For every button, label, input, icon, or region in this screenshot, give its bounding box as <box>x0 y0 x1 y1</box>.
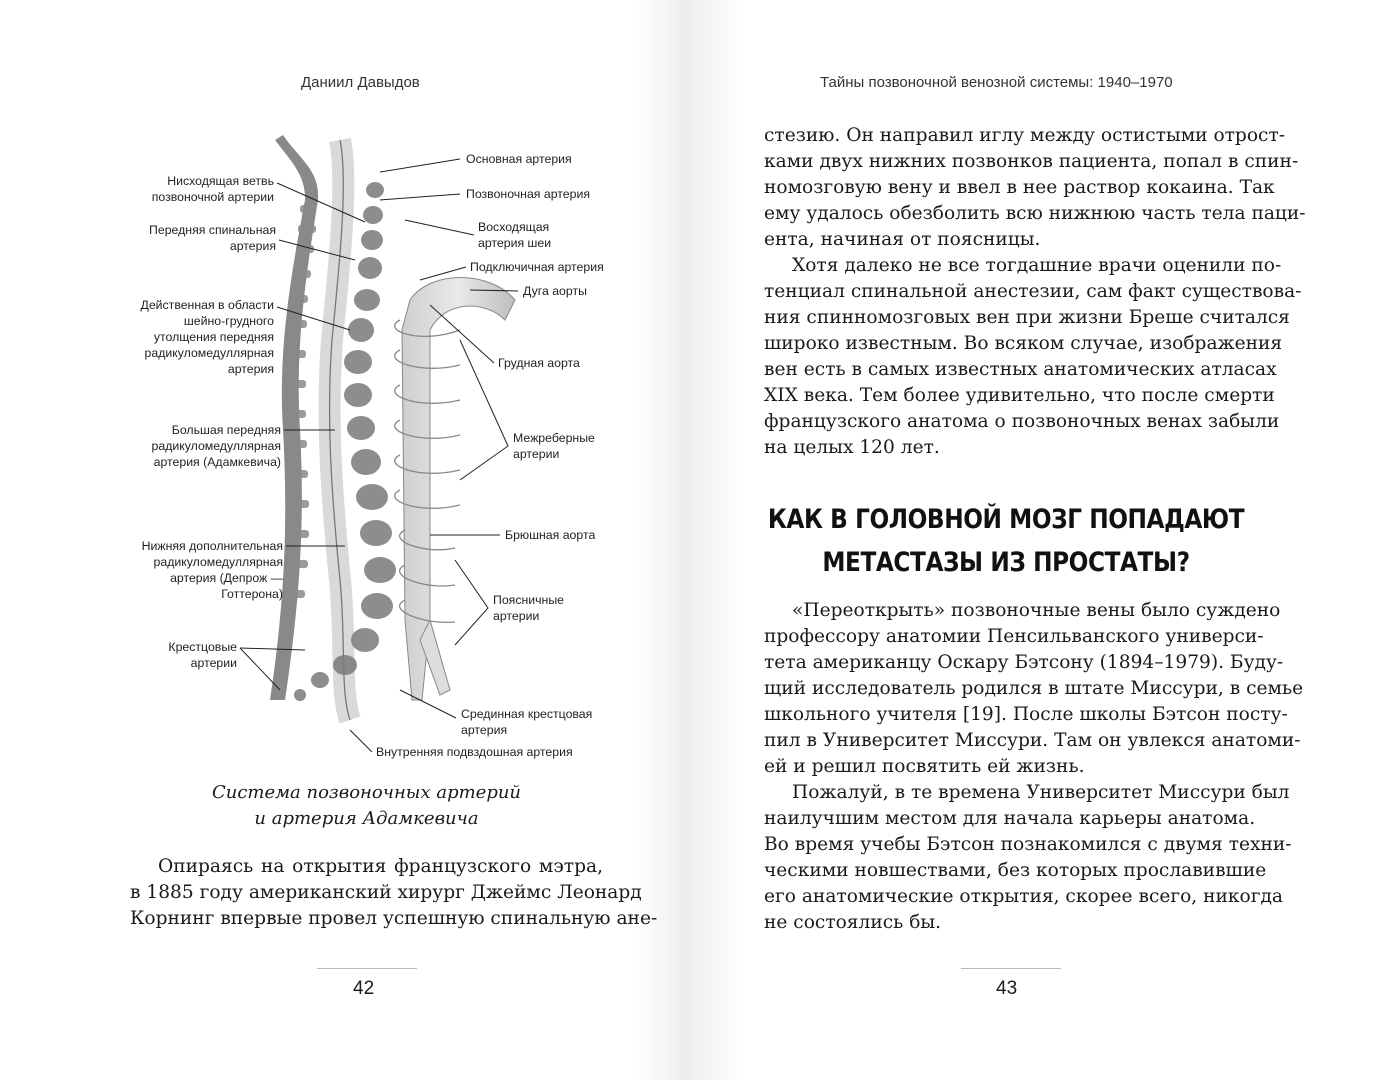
right-page <box>690 0 1382 1080</box>
text-line: пил в Университет Миссури. Там он увлекся анатоми- <box>764 730 1301 751</box>
label-median-sacral-artery: Срединная крестцовая артерия <box>461 707 593 737</box>
text-line: наилучшим местом для начала карьеры анатома. <box>764 808 1256 829</box>
text-line: французского анатома о позвоночных венах забыли <box>764 411 1280 432</box>
text-line: на целых 120 лет. <box>764 437 940 458</box>
text-line: Опираясь на открытия французского мэтра, <box>158 856 603 877</box>
text-line: Корнинг впервые провел успешную спинальную ане- <box>130 908 658 929</box>
text-line: ками двух нижних позвонков пациента, попал в спин- <box>764 151 1299 172</box>
label-thoracic-aorta: Грудная аорта <box>498 356 580 370</box>
text-line: стезию. Он направил иглу между остистыми отрост- <box>764 125 1286 146</box>
text-line: Пожалуй, в те времена Университет Миссури был <box>792 782 1290 803</box>
label-vertebral-artery: Позвоночная артерия <box>466 187 590 201</box>
text-line: вен есть в самых известных анатомических атласах <box>764 359 1277 380</box>
figure-caption-line: и артерия Адамкевича <box>254 808 479 829</box>
text-line: XIX века. Тем более удивительно, что после смерти <box>764 385 1275 406</box>
figure-caption-line: Система позвоночных артерий <box>211 782 522 803</box>
text-line: «Переоткрыть» позвоночные вены было суждено <box>792 600 1281 621</box>
text-line: щий исследователь родился в штате Миссури, в семье <box>764 678 1304 699</box>
text-line: его анатомические открытия, скорее всего, никогда <box>764 886 1283 907</box>
label-internal-iliac-artery: Внутренняя подвздошная артерия <box>376 745 573 759</box>
label-descending-branch: Нисходящая ветвь позвоночной артерии <box>151 174 274 204</box>
label-anterior-spinal-artery: Передняя спинальная артерия <box>149 223 276 253</box>
label-ascending-cervical-artery: Восходящая артерия шеи <box>478 220 552 250</box>
text-line: тета американцу Оскару Бэтсону (1894–1979). Буду- <box>764 652 1284 673</box>
label-intercostal-arteries: Межреберные артерии <box>513 431 595 461</box>
label-subclavian-artery: Подключичная артерия <box>470 260 604 274</box>
text-line: школьного учителя [19]. После школы Бэтсон посту- <box>764 704 1288 725</box>
text-line: ему удалось обезболить всю нижнюю часть тела паци- <box>764 203 1306 224</box>
left-page <box>0 0 690 1080</box>
label-adamkiewicz-artery: Большая передняя радикуломедуллярная артерия (Адамкевича) <box>151 423 281 469</box>
text-line: тенциал спинальной анестезии, сам факт существова- <box>764 281 1302 302</box>
running-head-title: Тайны позвоночной венозной системы: 1940–1970 <box>820 74 1173 91</box>
section-heading: КАК В ГОЛОВНОЙ МОЗГ ПОПАДАЮТ <box>767 504 1245 535</box>
page-number: 42 <box>353 978 375 999</box>
label-cervicothoracic-artery: Действенная в области шейно-грудного утолщения передняя радикуломедуллярная артерия <box>140 298 274 376</box>
label-aortic-arch: Дуга аорты <box>523 284 587 298</box>
page-number-rule <box>317 968 417 969</box>
spinal-arteries-illustration <box>0 0 690 780</box>
text-line: ей и решил посвятить ей жизнь. <box>764 756 1085 777</box>
label-sacral-arteries: Крестцовые артерии <box>168 640 237 670</box>
text-line: Во время учебы Бэтсон познакомился с двумя техни- <box>764 834 1292 855</box>
page-number: 43 <box>996 978 1018 999</box>
label-desproges-gotteron-artery: Нижняя дополнительная радикуломедуллярная артерия (Депрож — Готтерона) <box>141 539 283 601</box>
page-number-rule <box>961 968 1061 969</box>
running-head-author: Даниил Давыдов <box>301 74 420 91</box>
label-abdominal-aorta: Брюшная аорта <box>505 528 596 542</box>
text-line: ния спинномозговых вен при жизни Бреше считался <box>764 307 1290 328</box>
text-line: Хотя далеко не все тогдашние врачи оценили по- <box>792 255 1282 276</box>
text-line: профессору анатомии Пенсильванского универси- <box>764 626 1264 647</box>
label-lumbar-arteries: Поясничные артерии <box>493 593 565 623</box>
text-line: ента, начиная от поясницы. <box>764 229 1041 250</box>
text-line: не состоялись бы. <box>764 912 942 933</box>
text-line: номозговую вену и ввел в нее раствор кокаина. Так <box>764 177 1275 198</box>
text-line: в 1885 году американский хирург Джеймс Леонард <box>130 882 642 903</box>
text-line: ческими новшествами, без которых прославившие <box>764 860 1267 881</box>
text-line: широко известным. Во всяком случае, изображения <box>764 333 1283 354</box>
label-basilar-artery: Основная артерия <box>466 152 572 166</box>
section-heading: МЕТАСТАЗЫ ИЗ ПРОСТАТЫ? <box>822 547 1190 578</box>
